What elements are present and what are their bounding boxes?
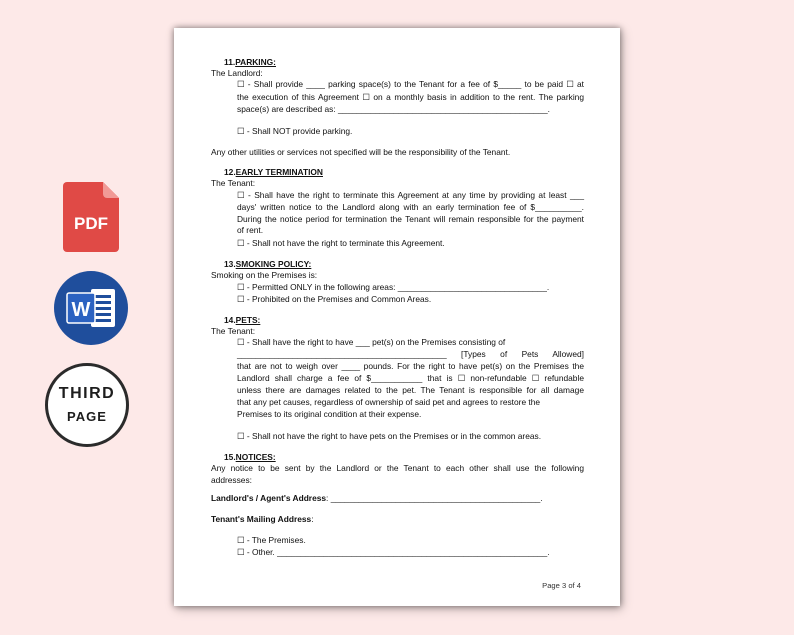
landlord-address-label: Landlord's / Agent's Address — [211, 493, 327, 503]
badge-line-2: PAGE — [67, 409, 107, 424]
tenant-address-colon: : — [311, 514, 314, 524]
landlord-address-blank: : _____________________________________________. — [326, 493, 543, 503]
section-number: 11. — [224, 57, 236, 67]
tenant-address-label: Tenant's Mailing Address — [211, 514, 312, 524]
section-title: EARLY TERMINATION — [235, 167, 323, 177]
termination-line-4: of rent. — [237, 225, 264, 235]
pdf-icon-label: PDF — [74, 214, 108, 233]
parking-line-2: the execution of this Agreement ☐ on a monthly basis in addition to the rent. The parking — [237, 92, 584, 102]
section-number: 12. — [224, 167, 236, 177]
pets-intro: The Tenant: — [211, 326, 256, 336]
section-heading-pets — [224, 315, 260, 327]
smoking-intro: Smoking on the Premises is: — [211, 270, 318, 280]
section-heading-parking — [224, 57, 276, 69]
pets-line-8: ☐ - Shall not have the right to have pets on the Premises or in the common areas. — [237, 431, 542, 441]
section-title: NOTICES: — [235, 452, 276, 462]
notices-option-premises: ☐ - The Premises. — [237, 535, 306, 545]
pets-line-5: unless there are damages related to the pet. The Tenant is responsible for all damage — [237, 385, 584, 395]
smoking-line-2: ☐ - Prohibited on the Premises and Common Areas. — [237, 294, 432, 304]
section-heading-termination — [224, 167, 323, 179]
document-page — [174, 28, 620, 606]
pets-line-7: Premises to its original condition at their expense. — [237, 409, 422, 419]
section-title: SMOKING POLICY: — [235, 259, 312, 269]
tenant-address-line — [211, 514, 314, 526]
parking-line-3: space(s) are described as: _____________________________________________. — [237, 104, 550, 114]
parking-line-4: ☐ - Shall NOT provide parking. — [237, 126, 353, 136]
pdf-file-icon — [63, 182, 119, 252]
section-number: 13. — [224, 259, 236, 269]
section-number: 15. — [224, 452, 236, 462]
termination-intro: The Tenant: — [211, 178, 256, 188]
section-number: 14. — [224, 315, 236, 325]
parking-note: Any other utilities or services not specified will be the responsibility of the Tenant. — [211, 147, 511, 157]
word-document-icon — [53, 270, 129, 346]
parking-intro: The Landlord: — [211, 68, 263, 78]
termination-line-1: ☐ - Shall have the right to terminate this Agreement at any time by providing at least ___ — [237, 190, 584, 200]
page-number-footer: Page 3 of 4 — [542, 581, 581, 590]
pets-line-3: that are not to weigh over ____ pounds. For the right to have pet(s) on the Premises the — [237, 361, 584, 371]
notices-line-1: Any notice to be sent by the Landlord or the Tenant to each other shall use the following — [211, 463, 584, 473]
termination-line-2: days' written notice to the Landlord along with an early termination fee of $__________. — [237, 202, 584, 212]
word-icon-label: W — [71, 299, 91, 321]
section-heading-smoking — [224, 259, 311, 271]
notices-line-2: addresses: — [211, 475, 252, 485]
section-title: PETS: — [235, 315, 261, 325]
landlord-address-line — [211, 493, 543, 505]
pets-line-6: that any pet causes, regardless of ownership of said pet and agrees to restore the — [237, 397, 541, 407]
pets-line-2: _____________________________________________ [Types of Pets Allowed] — [237, 349, 584, 359]
pets-line-4: Landlord shall charge a fee of $___________ that is ☐ non-refundable ☐ refundable — [237, 373, 584, 383]
pets-line-1: ☐ - Shall have the right to have ___ pet(s) on the Premises consisting of — [237, 337, 506, 347]
notices-option-other: ☐ - Other. __________________________________________________________. — [237, 547, 550, 557]
section-heading-notices — [224, 452, 276, 464]
termination-line-5: ☐ - Shall not have the right to terminate this Agreement. — [237, 238, 445, 248]
parking-line-1: ☐ - Shall provide ____ parking space(s) to the Tenant for a fee of $_____ to be paid ☐ at — [237, 79, 584, 89]
badge-line-1: THIRD — [58, 385, 116, 402]
smoking-line-1: ☐ - Permitted ONLY in the following areas: ________________________________. — [237, 282, 550, 292]
third-page-badge — [45, 363, 129, 447]
termination-line-3: During the notice period for termination the Tenant will remain responsible for the payment — [237, 214, 584, 224]
section-title: PARKING: — [235, 57, 276, 67]
